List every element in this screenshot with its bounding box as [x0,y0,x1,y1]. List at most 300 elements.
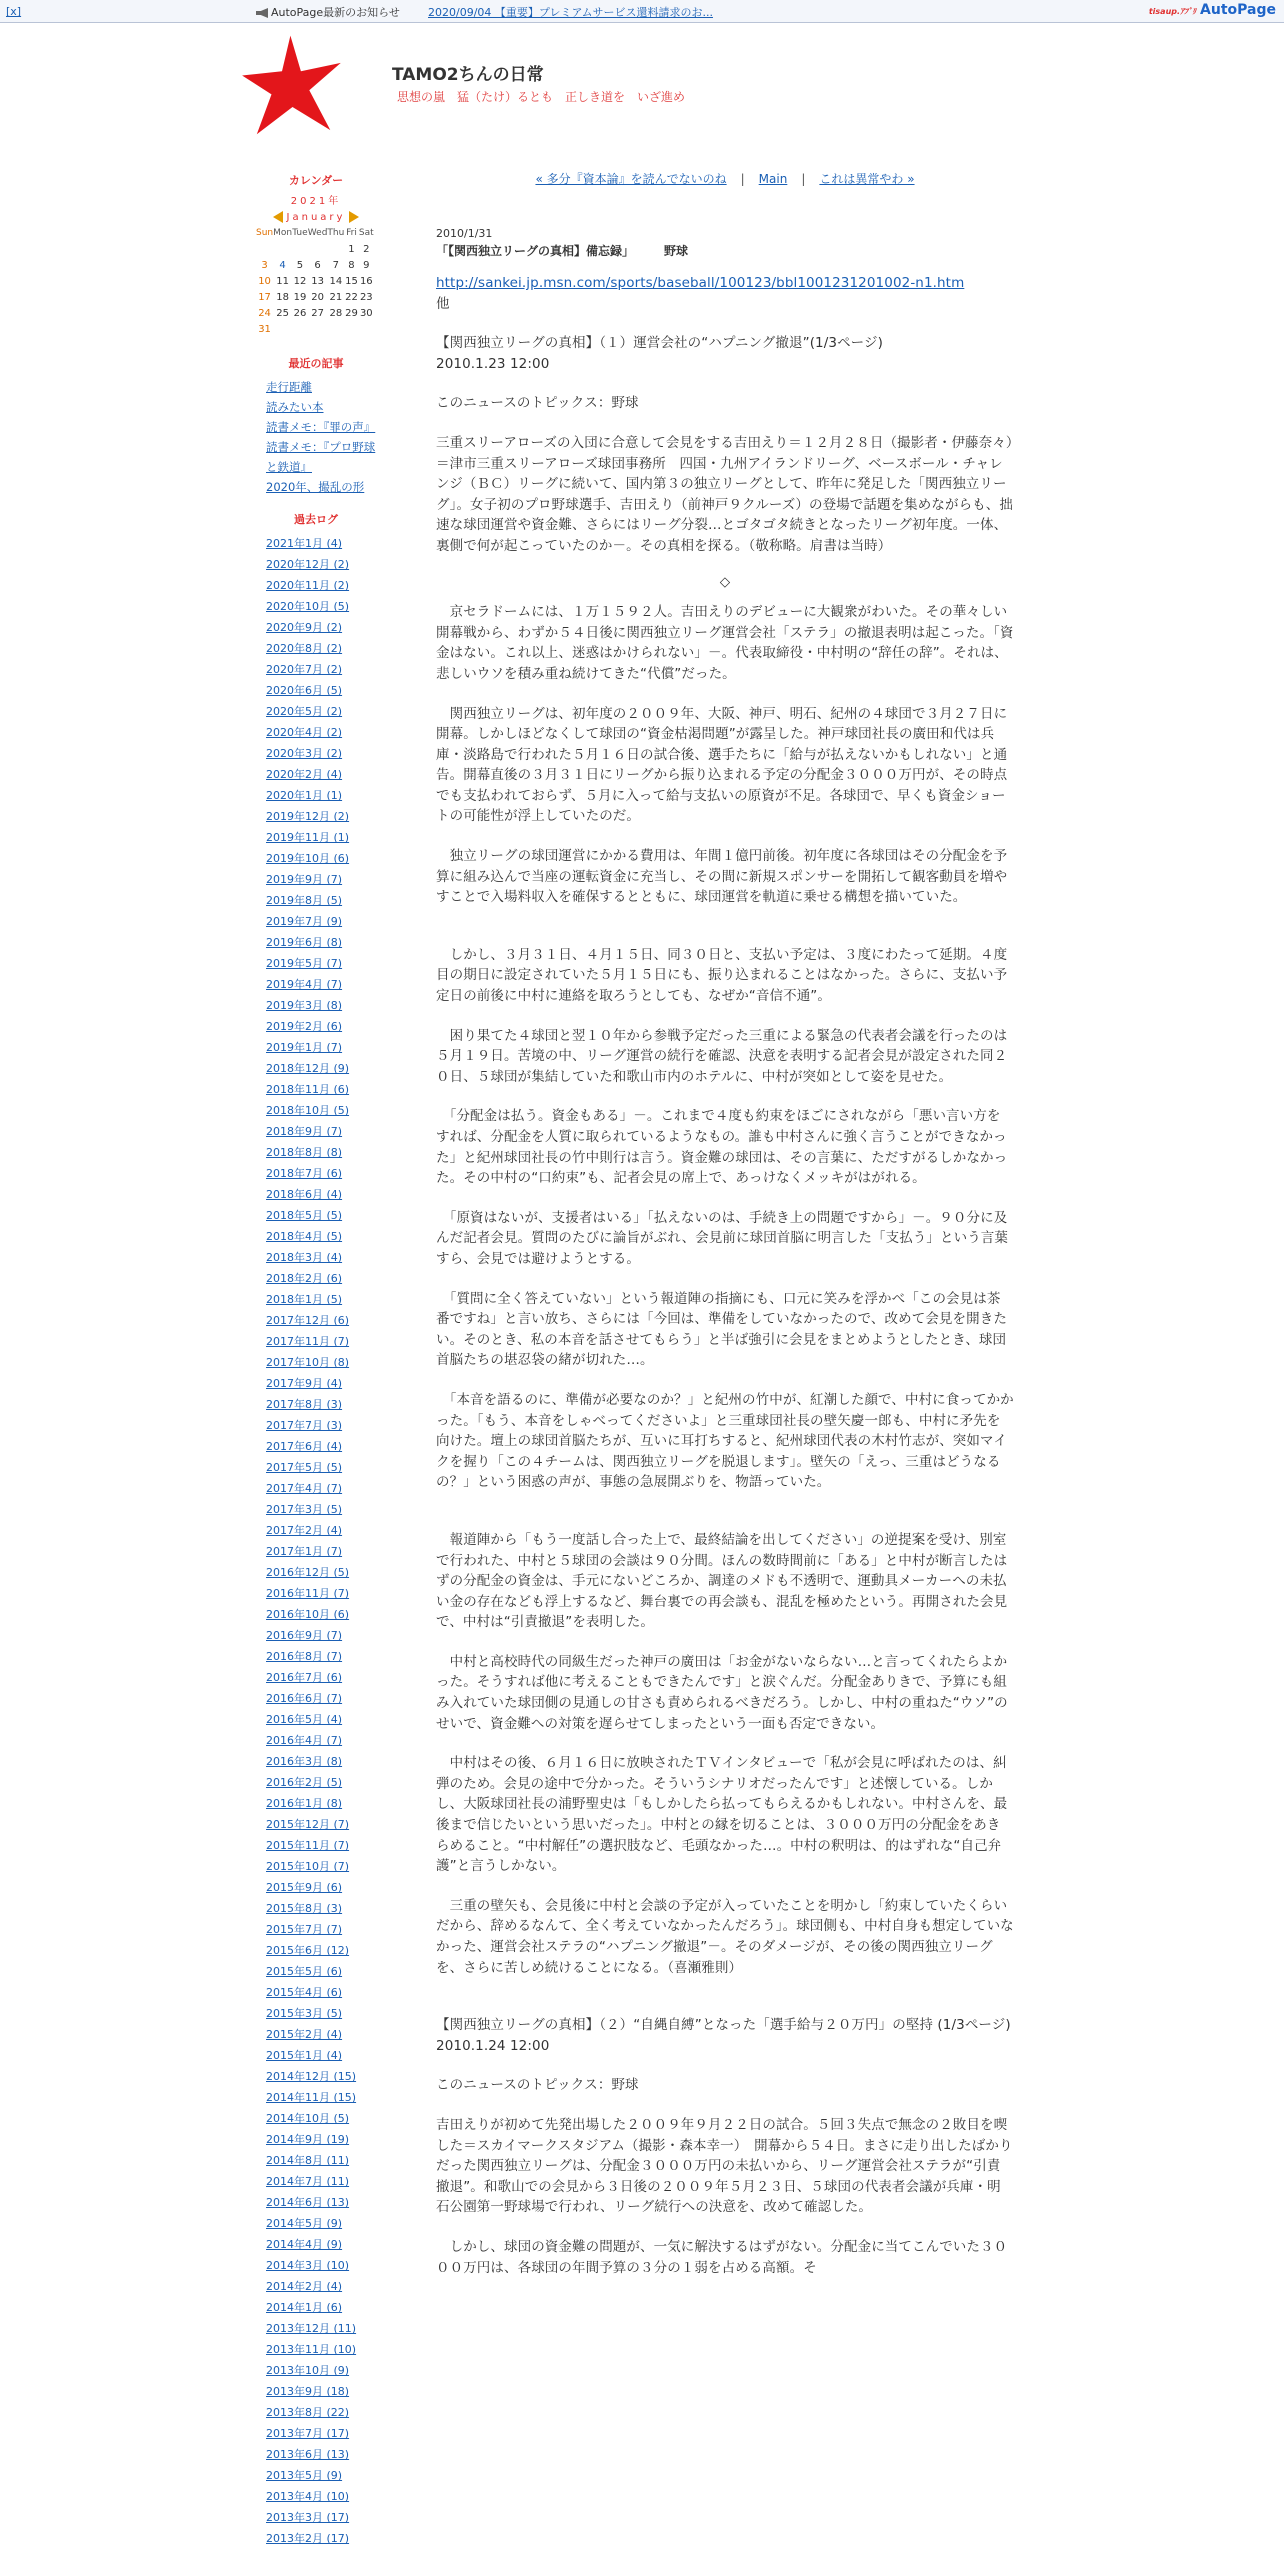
archive-item [266,1205,376,1226]
archive-link[interactable]: 2019年3月 (8) [266,999,343,1012]
recent-post-item [266,437,376,477]
archive-item [266,2108,376,2129]
prev-entry-link[interactable]: « 多分『資本論』を読んでないのね [535,172,727,186]
archive-link[interactable]: 2015年10月 (7) [266,1860,350,1873]
calendar-day [308,241,328,257]
archive-link[interactable]: 2014年11月 (15) [266,2091,357,2104]
archive-link[interactable]: 2016年2月 (5) [266,1776,343,1789]
recent-post-link[interactable]: 読書メモ：『プロ野球と鉄道』 [266,440,376,474]
url-suffix: 他 [436,295,450,312]
archive-item [266,2507,376,2528]
archive-item [266,2339,376,2360]
archive-item [266,2423,376,2444]
archive-item [266,1730,376,1751]
calendar-day: 13 [311,275,324,287]
archive-link[interactable]: 2014年3月 (10) [266,2259,350,2272]
archive-link[interactable]: 2019年10月 (6) [266,852,350,865]
archive-item [266,1898,376,1919]
archive-item [266,1331,376,1352]
archive-link[interactable]: 2020年8月 (2) [266,642,343,655]
archive-link[interactable]: 2013年11月 (10) [266,2343,357,2356]
calendar-day: 6 [314,259,321,271]
main-link[interactable]: Main [758,172,788,186]
archive-item [266,1520,376,1541]
archive-link[interactable]: 2018年2月 (6) [266,1272,343,1285]
archive-item [266,743,376,764]
entry-navigation: « 多分『資本論』を読んでないのね | Main | これは異常やわ » [535,172,915,186]
calendar-day [292,241,308,257]
calendar-day [273,241,292,257]
archive-link[interactable]: 2017年8月 (3) [266,1398,343,1411]
archive-item [266,680,376,701]
recent-post-item [266,377,376,397]
sidebar [256,170,376,2561]
archive-item [266,1457,376,1478]
archive-item [266,1709,376,1730]
archive-link[interactable]: 2019年1月 (7) [266,1041,343,1054]
archive-link[interactable]: 2018年11月 (6) [266,1083,350,1096]
calendar-year: 2021年 [290,196,342,207]
archive-item [266,596,376,617]
archive-item [266,701,376,722]
archive-item [266,1541,376,1562]
archive-item [266,1751,376,1772]
archive-item [266,575,376,596]
archive-link[interactable]: 2016年3月 (8) [266,1755,343,1768]
archive-item [266,2528,376,2549]
archive-item [266,1394,376,1415]
archive-item [266,2003,376,2024]
next-entry-link[interactable]: これは異常やわ » [819,172,915,186]
archive-link[interactable]: 2017年11月 (7) [266,1335,350,1348]
archive-link[interactable]: 2018年4月 (5) [266,1230,343,1243]
archive-link[interactable]: 2019年12月 (2) [266,810,350,823]
archive-item [266,1499,376,1520]
archive-item [266,1793,376,1814]
calendar-day: 3 [261,259,268,271]
megaphone-icon [256,8,268,18]
post-paragraph: 関西独立リーグは、初年度の２００９年、大阪、神戸、明石、紀州の４球団で３月２７日に開幕。しかしほどなくして球団の“資金枯渇問題”が露呈した。神戸球団社長の廣田和代は兵庫・淡路島で行われた５月１６日の試合後、選手たちに「給与が払えないかもしれない」と通告。開幕直後の３月３１日にリーグから振り込まれる予定の分配金３０００万円が、その時点でも支払われておらず、５月に入って給与支払いの原資が不足。各球団で、早くも資金ショートの可能性が浮上していたのだ。 [436,705,1008,825]
calendar-day: 27 [311,307,324,319]
archive-item [266,827,376,848]
archive-item [266,764,376,785]
calendar-day: 11 [276,275,289,287]
recent-post-item [266,477,376,497]
recent-post-link[interactable]: 2020年、撮乱の形 [266,480,365,494]
archive-item [266,890,376,911]
archive-link[interactable]: 2019年7月 (9) [266,915,343,928]
archive-item [266,953,376,974]
archive-item [266,974,376,995]
archive-link[interactable]: 2019年9月 (7) [266,873,343,886]
archive-link[interactable]: 2014年1月 (6) [266,2301,343,2314]
calendar-day [344,321,358,337]
archive-link[interactable]: 2016年1月 (8) [266,1797,343,1810]
archive-link[interactable]: 2013年7月 (17) [266,2427,350,2440]
post-paragraph: 三重の壁矢も、会見後に中村と会談の予定が入っていたことを明かし「約束していたくらいだから、辞めるなんて、全く考えていなかったんだろう」。球団側も、中村自身も想定していなかった、運営会社ステラの“ハプニング撤退”－。そのダメージが、その後の関西独立リーグを、さらに苦しめ続けることになる。（喜瀬雅則） [436,1897,1014,1976]
archive-item [266,995,376,1016]
weekday-header: Thu [327,228,345,238]
main-content [436,170,1014,2297]
post-paragraph: 「本音を語るのに、準備が必要なのか？」と紀州の竹中が、紅潮した顔で、中村に食ってかかった。「もう、本音をしゃべってくださいよ」と三重球団社長の壁矢慶一郎も、中村に矛先を向けた。壇上の球団首脳たちが、互いに耳打ちすると、紀州球団代表の木村竹志が、突如マイクを握り「この４チームは、関西独立リーグを脱退します」。壁矢の「えっ、三重はどうなるの？」という困惑の声が、事態の急展開ぶりを、物語っていた。 [436,1391,1014,1491]
archive-item [266,1310,376,1331]
archive-link[interactable]: 2015年9月 (6) [266,1881,343,1894]
calendar-day [327,241,344,257]
post-paragraph: 「原資はないが、支援者はいる」「払えないのは、手続き上の問題ですから」－。９０分に及んだ記者会見。質問のたびに論旨がぶれ、会見前に球団首脳に明言した「支払う」という言葉すら、会見では避けようとする。 [436,1209,1009,1267]
post-category[interactable]: 野球 [664,244,689,258]
calendar-day [359,321,374,337]
autopage-toolbar [0,0,1284,23]
calendar-day: 5 [296,259,304,271]
archive-item [266,722,376,743]
archive-item [266,1037,376,1058]
archive-link[interactable]: 2020年10月 (5) [266,600,350,613]
archive-link[interactable]: 2020年6月 (5) [266,684,343,697]
recent-heading: 最近の記事 [288,357,344,370]
archive-link[interactable]: 2013年8月 (22) [266,2406,350,2419]
weekday-header: Wed [307,228,328,238]
archive-link[interactable]: 2016年7月 (6) [266,1671,343,1684]
archive-item [266,1772,376,1793]
archive-link[interactable]: 2020年5月 (2) [266,705,343,718]
archive-item [266,2129,376,2150]
post-paragraph: 京セラドームには、１万１５９２人。吉田えりのデビューに大観衆がわいた。その華々しい開幕戦から、わずか５４日後に関西独立リーグ運営会社「ステラ」の撤退表明は起こった。「資金はない。これ以上、迷惑はかけられない」－。代表取締役・中村明の“辞任の辞”。それは、悲しいウソを積み重ね続けてきた“代償”だった。 [436,604,1014,682]
calendar-day [327,321,344,337]
archive-item [266,1184,376,1205]
archive-link[interactable]: 2017年5月 (5) [266,1461,343,1474]
archive-link[interactable]: 2014年6月 (13) [266,2196,350,2209]
archive-link[interactable]: 2016年12月 (5) [266,1566,350,1579]
archive-link[interactable]: 2013年9月 (18) [266,2385,350,2398]
weekday-header: Tue [292,228,308,238]
star-logo-icon [240,30,345,142]
archive-link[interactable]: 2016年4月 (7) [266,1734,343,1747]
archive-item [266,1814,376,1835]
archive-link[interactable]: 2014年4月 (9) [266,2238,343,2251]
calendar-day: 30 [359,307,373,319]
archive-link[interactable]: 2018年6月 (4) [266,1188,343,1201]
section-divider: ◇ [719,573,731,590]
archive-link[interactable]: 2013年2月 (17) [266,2532,350,2545]
calendar-day: 2 [363,243,370,255]
paragraph-gap [436,1512,1014,1530]
archive-link[interactable]: 2020年1月 (1) [266,789,343,802]
archive-link[interactable]: 2020年12月 (2) [266,558,350,571]
calendar-day: 9 [363,259,370,271]
archive-item [266,1646,376,1667]
archive-item [266,1268,376,1289]
recent-posts-list [266,377,376,497]
archive-item [266,1835,376,1856]
archive-item [266,2171,376,2192]
calendar-day [292,321,308,337]
archive-link[interactable]: 2020年2月 (4) [266,768,343,781]
archive-item [266,2360,376,2381]
archive-link[interactable]: 2018年12月 (9) [266,1062,350,1075]
recent-post-link[interactable]: 読書メモ：『罪の声』 [266,420,376,434]
weekday-header: Mon [273,228,293,238]
recent-post-item [266,417,376,437]
archive-item [266,533,376,554]
archive-link[interactable]: 2019年2月 (6) [266,1020,343,1033]
archive-link[interactable]: 2015年1月 (4) [266,2049,343,2062]
archive-item [266,1079,376,1100]
archive-item [266,1289,376,1310]
paragraph-gap [436,1997,1014,2015]
archive-link[interactable]: 2013年3月 (17) [266,2511,350,2524]
archive-item [266,1478,376,1499]
calendar-day[interactable]: 4 [279,259,286,271]
calendar-day: 25 [276,307,289,319]
archive-item [266,617,376,638]
archive-item [266,1016,376,1037]
archive-link[interactable]: 2019年5月 (7) [266,957,343,970]
archive-link[interactable]: 2014年10月 (5) [266,2112,350,2125]
calendar-day: 12 [293,275,307,287]
archive-item [266,1247,376,1268]
archive-link[interactable]: 2018年3月 (4) [266,1251,343,1264]
archive-link[interactable]: 2018年9月 (7) [266,1125,343,1138]
calendar-day: 28 [329,307,343,319]
archive-item [266,2381,376,2402]
calendar-day: 14 [329,275,343,287]
archive-link[interactable]: 2019年4月 (7) [266,978,343,991]
archive-item [266,1667,376,1688]
archive-item [266,1352,376,1373]
archive-link[interactable]: 2014年9月 (19) [266,2133,350,2146]
archive-item [266,554,376,575]
post-paragraph: 吉田えりが初めて先発出場した２００９年９月２２日の試合。５回３失点で無念の２敗目を喫した＝スカイマークスタジアム（撮影・森本幸一） 開幕から５４日。まさに走り出したばかりだった関西独立リーグは、分配金３０００万円の未払いから、リーグ運営会社ステラが“引責撤退”。和歌山での会見から３日後の２００９年５月２３日、５球団の代表者会議が兵庫・明石公園第一野球場で行われ、リーグ続行への決意を、改めて確認した。 [436,2116,1013,2216]
autopage-logo[interactable] [1149,2,1276,18]
calendar-day: 19 [293,291,307,303]
archive-item [266,1940,376,1961]
archive-link[interactable]: 2019年8月 (5) [266,894,343,907]
post-date: 2010/1/31 [436,227,493,240]
paragraph-gap [436,927,1014,945]
post-paragraph: 【関西独立リーグの真相】（２）“自縄自縛”となった「選手給与２０万円」の堅持 (1/3ページ) 2010.1.24 12:00 [436,2017,1011,2054]
archive-link[interactable]: 2015年5月 (6) [266,1965,343,1978]
archive-link[interactable]: 2020年11月 (2) [266,579,350,592]
calendar-day: 10 [258,275,271,287]
calendar-day: 8 [348,259,355,271]
post-paragraph: 独立リーグの球団運営にかかる費用は、年間１億円前後。初年度に各球団はその分配金を予算に組み込んで当座の運転資金に充当し、その間に新規スポンサーを開拓して観客動員を増やすことで入場料収入を確保するとともに、球団運営を軌道に乗せる構想を描いていた。 [436,848,1008,906]
post-paragraph: 困り果てた４球団と翌１０年から参戦予定だった三重による緊急の代表者会議を行ったのは５月１９日。苦境の中、リーグ運営の続行を確認、決意を表明する記者会見が設定された同２０日、５球団が集結していた和歌山市内のホテルに、中村が突如として姿を見せた。 [436,1027,1008,1085]
archive-item [266,1436,376,1457]
calendar-heading: カレンダー [288,174,344,187]
post-paragraph: 【関西独立リーグの真相】（１）運営会社の“ハプニング撤退”(1/3ページ) 2010.1.23 12:00 [436,335,883,372]
notice-label [256,4,400,20]
archive-link[interactable]: 2015年6月 (12) [266,1944,350,1957]
archive-item [266,1415,376,1436]
recent-post-item [266,397,376,417]
archive-link[interactable]: 2021年1月 (4) [266,537,343,550]
archive-item [266,2318,376,2339]
archive-item [266,2213,376,2234]
calendar-day [273,321,292,337]
archive-item [266,1373,376,1394]
post-paragraph: 三重スリーアローズの入団に合意して会見をする吉田えり＝１２月２８日（撮影者・伊藤奈々）＝津市三重スリーアローズ球団事務所 四国・九州アイランドリーグ、ベースボール・チャレンジ（ＢＣ）リーグに続いて、国内第３の独立リーグとして、昨年に発足した「関西独立リーグ」。女子初のプロ野球選手、吉田えり（前神戸９クルーズ）の登場で話題を集めながらも、拙速な球団運営や資金難、さらにはリーグ分裂…とゴタゴタ続きとなったリーグ初年度。一体、裏側で何が起こっていたのか－。その真相を探る。（敬称略。肩書は当時） [436,434,1013,554]
archive-link[interactable]: 2014年12月 (15) [266,2070,357,2083]
archive-item [266,869,376,890]
post-title-text: 「【関西独立リーグの真相】備忘録」 [436,244,635,258]
archive-item [266,1919,376,1940]
calendar-day: 23 [359,291,373,303]
archive-item [266,2486,376,2507]
archive-item [266,1877,376,1898]
calendar-day: 17 [258,291,271,303]
post-paragraph: 「質問に全く答えていない」という報道陣の指摘にも、口元に笑みを浮かべ「この会見は茶番ですね」と言い放ち、さらには「今回は、準備をしていなかったので、改めて会見を開きたい。そのとき、私の本音を話させてもらう」と半ば強引に会見をまとめようとしたとき、球団首脳たちの堪忍袋の緒が切れた…。 [436,1290,1007,1369]
post-body [436,273,1014,2278]
archive-link[interactable]: 2017年10月 (8) [266,1356,350,1369]
calendar-day [256,241,273,257]
archive-item [266,659,376,680]
archive-item [266,806,376,827]
calendar-day: 21 [329,291,343,303]
archive-item [266,1982,376,2003]
calendar-day: 29 [345,307,358,319]
archive-list [266,533,376,2549]
archive-link[interactable]: 2016年10月 (6) [266,1608,350,1621]
archive-item [266,1583,376,1604]
archive-item [266,2024,376,2045]
weekday-header: Fri [346,228,357,238]
archive-link[interactable]: 2013年10月 (9) [266,2364,350,2377]
archive-link[interactable]: 2018年1月 (5) [266,1293,343,1306]
calendar-day: 26 [293,307,307,319]
post-paragraph: このニュースのトピックス：野球 [436,2077,639,2094]
archive-link[interactable]: 2013年5月 (9) [266,2469,343,2482]
archive-link[interactable]: 2015年3月 (5) [266,2007,343,2020]
archive-item [266,1142,376,1163]
archive-item [266,2087,376,2108]
post-paragraph: しかし、３月３１日、４月１５日、同３０日と、支払い予定は、３度にわたって延期。４度目の期日に設定されていた５月１５日にも、振り込まれることはなかった。さらに、支払い予定日の前後に中村に連絡を取ろうとしても、なぜか“音信不通”。 [436,946,1008,1005]
archive-item [266,1856,376,1877]
archive-link[interactable]: 2015年4月 (6) [266,1986,343,1999]
archive-link[interactable]: 2014年2月 (4) [266,2280,343,2293]
archive-link[interactable]: 2017年6月 (4) [266,1440,343,1453]
calendar-day: 20 [311,291,324,303]
archive-link[interactable]: 2015年8月 (3) [266,1902,343,1915]
archive-link[interactable]: 2016年8月 (7) [266,1650,343,1663]
logo-small-text: tisaup.ｱﾌﾟﾘ [1148,7,1197,16]
archive-link[interactable]: 2017年12月 (6) [266,1314,350,1327]
archive-item [266,2276,376,2297]
archive-item [266,2444,376,2465]
archive-link[interactable]: 2017年3月 (5) [266,1503,343,1516]
archive-item [266,1625,376,1646]
archive-link[interactable]: 2016年5月 (4) [266,1713,343,1726]
archive-link[interactable]: 2018年5月 (5) [266,1209,343,1222]
archive-link[interactable]: 2014年8月 (11) [266,2154,350,2167]
blog-subtitle: 思想の嵐 猛（たけ）るとも 正しき道を いざ進め [397,90,686,104]
calendar-day: 1 [348,243,355,255]
archive-item [266,1562,376,1583]
archive-item [266,1961,376,1982]
calendar-day: 18 [276,291,289,303]
prev-month-icon[interactable] [273,211,283,223]
archive-link[interactable]: 2016年11月 (7) [266,1587,350,1600]
archive-item [266,2402,376,2423]
archive-item [266,848,376,869]
calendar-day: 22 [345,291,358,303]
archive-item [266,1058,376,1079]
archive-link[interactable]: 2015年11月 (7) [266,1839,350,1852]
archive-link[interactable]: 2017年9月 (4) [266,1377,343,1390]
archive-item [266,2045,376,2066]
archive-link[interactable]: 2015年12月 (7) [266,1818,350,1831]
weekday-header: Sun [256,228,274,238]
post-paragraph: しかし、球団の資金難の問題が、一気に解決するはずがない。分配金に当てこんでいた３０００万円は、各球団の年間予算の３分の１弱を占める高額。そ [436,2238,1008,2276]
archive-link[interactable]: 2017年7月 (3) [266,1419,343,1432]
archive-item [266,785,376,806]
post-paragraph: 中村はその後、６月１６日に放映されたＴＶインタビューで「私が会見に呼ばれたのは、糾弾のため。会見の途中で分かった。そういうシナリオだったんです」と述懐している。しかし、大阪球団社長の浦野聖史は「もしかしたら払ってもらえるかもしれない。中村さんを、最後まで信じたいという思いだった」。中村との縁を切ることは、３０００万円の分配金をあきらめること。“中村解任”の選択肢など、毛頭なかった…。中村の釈明は、的はずれな“自己弁護”と言うしかない。 [436,1755,1008,1875]
calendar-day: 31 [258,323,271,335]
archive-link[interactable]: 2017年4月 (7) [266,1482,343,1495]
archive-item [266,932,376,953]
archive-item [266,911,376,932]
calendar-day: 7 [332,259,340,271]
archive-link[interactable]: 2020年4月 (2) [266,726,343,739]
archive-link[interactable]: 2019年6月 (8) [266,936,343,949]
weekday-header: Sat [358,228,374,238]
recent-post-link[interactable]: 読みたい本 [266,400,324,414]
post-paragraph: 中村と高校時代の同級生だった神戸の廣田は「お金がないならない…と言ってくれたらよかった。そうすれば他に考えることもできたんです」と涙ぐんだ。分配金ありきで、予算にも組み入れていた球団側の見通しの甘さも責められるべきだろう。しかし、中村の重ねた“ウソ”のせいで、資金難への対策を遅らせてしまったという一面も否定できない。 [436,1653,1008,1732]
archive-link[interactable]: 2018年8月 (8) [266,1146,343,1159]
archive-link[interactable]: 2016年6月 (7) [266,1692,343,1705]
archive-link[interactable]: 2014年5月 (9) [266,2217,343,2230]
blog-title[interactable]: TAMO2ちんの日常 [392,65,544,85]
next-month-icon[interactable] [349,211,359,223]
archive-item [266,2465,376,2486]
calendar-day: 15 [345,275,358,287]
archive-item [266,638,376,659]
archive-link[interactable]: 2015年2月 (4) [266,2028,343,2041]
archive-link[interactable]: 2013年4月 (10) [266,2490,350,2503]
archive-item [266,2255,376,2276]
calendar-day: 24 [258,307,271,319]
archive-link[interactable]: 2019年11月 (1) [266,831,350,844]
archive-link[interactable]: 2018年7月 (6) [266,1167,343,1180]
calendar-day [308,321,328,337]
archive-item [266,1100,376,1121]
archive-item [266,1604,376,1625]
archive-link[interactable]: 2020年9月 (2) [266,621,343,634]
close-toolbar-link[interactable]: [x] [6,5,22,18]
archive-link[interactable]: 2018年10月 (5) [266,1104,350,1117]
archive-link[interactable]: 2017年2月 (4) [266,1524,343,1537]
archive-item [266,2192,376,2213]
post-paragraph: このニュースのトピックス：野球 [436,395,639,412]
notice-text: AutoPage最新のお知らせ [271,6,400,19]
archive-link[interactable]: 2020年7月 (2) [266,663,343,676]
recent-post-link[interactable]: 走行距離 [266,380,312,394]
calendar-month-nav [256,211,376,223]
archive-link[interactable]: 2013年12月 (11) [266,2322,357,2335]
archive-link[interactable]: 2017年1月 (7) [266,1545,343,1558]
archive-item [266,2234,376,2255]
archive-link[interactable]: 2014年7月 (11) [266,2175,350,2188]
archive-link[interactable]: 2013年6月 (13) [266,2448,350,2461]
archive-heading: 過去ログ [294,513,338,526]
archive-link[interactable]: 2016年9月 (7) [266,1629,343,1642]
calendar-month: January [286,212,346,223]
archive-link[interactable]: 2020年3月 (2) [266,747,343,760]
source-url-link[interactable]: http://sankei.jp.msn.com/sports/baseball/100123/bbl1001231201002-n1.htm [436,275,965,291]
news-link[interactable]: 2020/09/04 【重要】プレミアムサービス還料請求のお... [428,6,713,19]
archive-link[interactable]: 2015年7月 (7) [266,1923,343,1936]
archive-item [266,1163,376,1184]
archive-item [266,2297,376,2318]
